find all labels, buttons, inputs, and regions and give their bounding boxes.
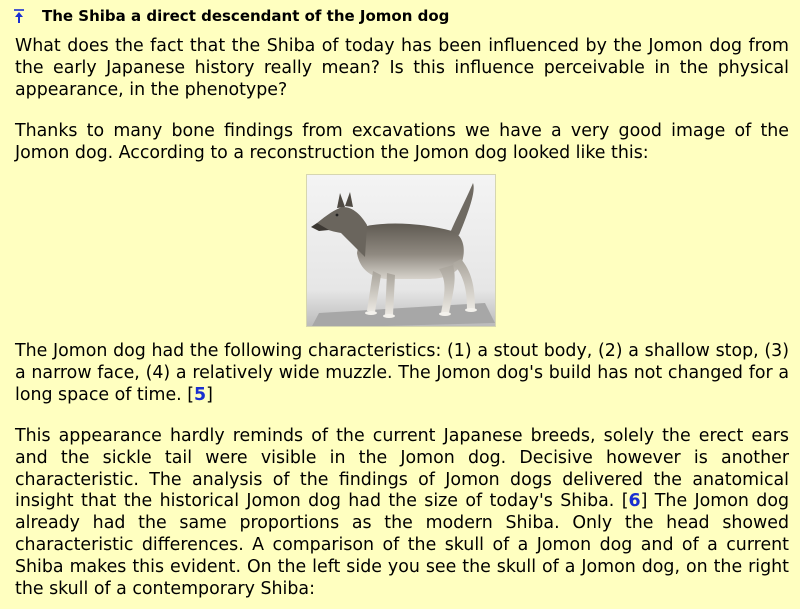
paragraph-jomon-characteristics-text: The Jomon dog had the following characteristics: (1) a stout body, (2) a shallow stop, (3) a narrow face, (4) a relatively wide muzzle. The Jomon dog's build has not changed for a long space of time. <box>15 341 789 405</box>
back-to-top-link[interactable] <box>12 7 26 25</box>
reference-open-bracket: [ <box>187 384 195 405</box>
paragraph-jomon-influence-question: What does the fact that the Shiba of today has been influenced by the Jomon dog from the early Japanese history really mean? Is this influence perceivable in the physical appearance, in the phenotype? <box>15 36 789 100</box>
reference-open-bracket: [ <box>621 491 629 512</box>
reference-close-bracket: ] <box>640 491 648 512</box>
jomon-dog-illustration <box>307 175 496 327</box>
paragraph-appearance-comparison <box>15 426 789 600</box>
reference-close-bracket: ] <box>206 384 213 405</box>
section-heading-row <box>12 5 449 27</box>
paragraph-jomon-characteristics <box>15 341 789 406</box>
section-heading: The Shiba a direct descendant of the Jomon dog <box>42 7 450 25</box>
reference-link-6[interactable]: 6 <box>628 491 641 512</box>
paragraph-reconstruction-intro: Thanks to many bone findings from excavations we have a very good image of the Jomon dog. According to a reconstruction the Jomon dog looked like this: <box>15 121 789 163</box>
paragraph-appearance-comparison-text-b: The Jomon dog already had the same proportions as the modern Shiba. Only the head showed characteristic differences. A comparison of the skull of a Jomon dog and of a current Shiba makes this evident. On the left side you see the skull of a Jomon dog, on the right the skull of a contemporary Shiba: <box>15 491 789 599</box>
paragraph-appearance-comparison-text-a: This appearance hardly reminds of the current Japanese breeds, solely the erect ears and the sickle tail were visible in the Jomon dog. Decisive however is another characteristic. The analysis of the findings of Jomon dogs delivered the anatomical insight that the historical Jomon dog had the size of today's Shiba. <box>15 426 789 512</box>
arrow-up-to-top-icon <box>12 7 26 25</box>
reference-link-5[interactable]: 5 <box>194 384 207 405</box>
jomon-dog-reconstruction-image <box>306 174 496 327</box>
